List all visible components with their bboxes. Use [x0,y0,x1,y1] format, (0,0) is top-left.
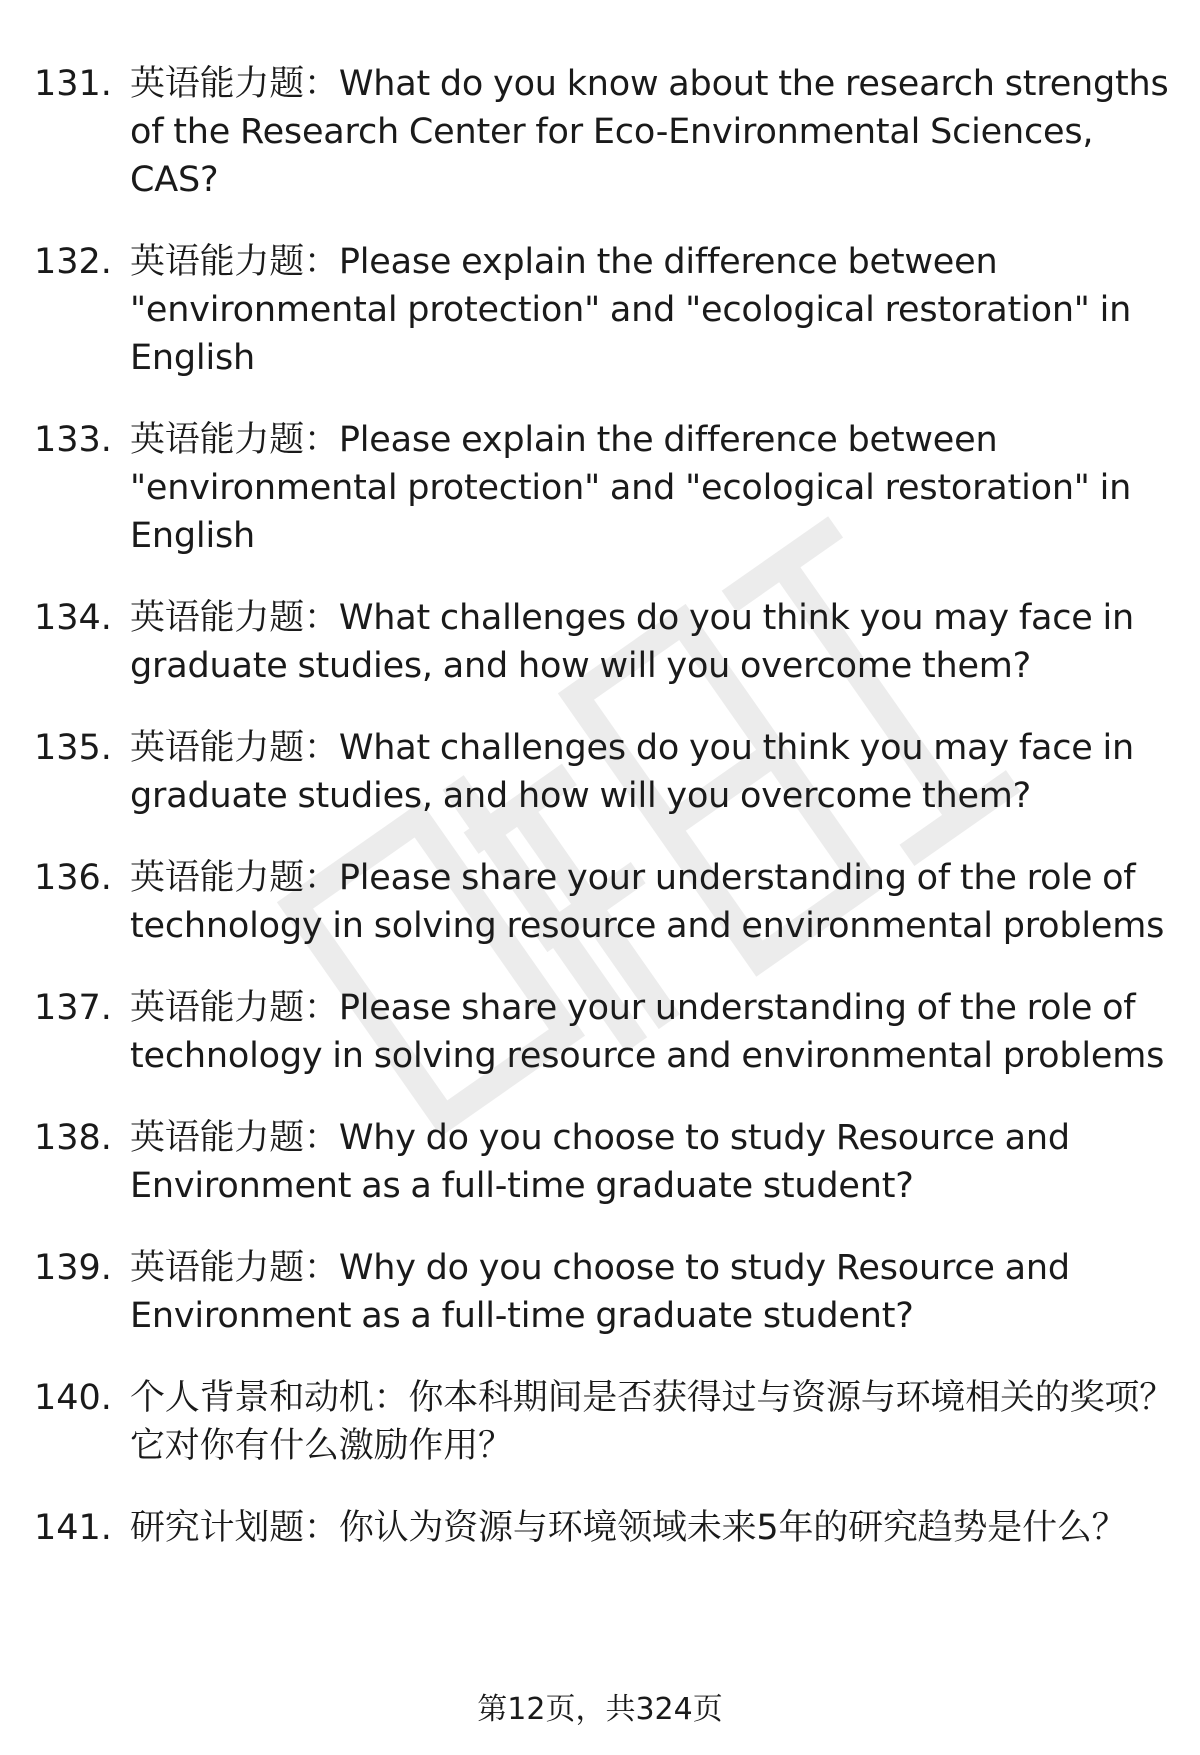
question-category: 英语能力题： [130,242,339,282]
question-number: 133. [34,420,112,460]
question-body [130,60,1184,204]
page-footer: 第12页，共324页 [477,1692,723,1727]
question-text: What challenges do you think you may face in graduate studies, and how will you overcome them? [130,728,1135,816]
question-number: 132. [34,242,112,282]
question-body [130,416,1184,560]
question-category: 英语能力题： [130,420,339,460]
question-item [34,416,1184,560]
question-category: 个人背景和动机： [130,1378,409,1418]
question-body [130,984,1184,1080]
question-body [130,854,1184,950]
question-number: 134. [34,598,112,638]
question-text: Please explain the difference between "environmental protection" and "ecological restoration" in English [130,420,1132,556]
question-text: Please share your understanding of the role of technology in solving resource and environmental problems [130,858,1165,946]
question-list [34,60,1184,1586]
question-item [34,984,1184,1080]
question-item [34,854,1184,950]
question-category: 英语能力题： [130,64,339,104]
question-text: What do you know about the research strengths of the Research Center for Eco-Environmental Sciences, CAS? [130,64,1169,200]
question-category: 英语能力题： [130,728,339,768]
question-text: Why do you choose to study Resource and Environment as a full-time graduate student? [130,1248,1070,1336]
question-item [34,594,1184,690]
question-category: 英语能力题： [130,1248,339,1288]
question-item [34,724,1184,820]
question-item [34,1244,1184,1340]
question-number: 139. [34,1248,112,1288]
question-item [34,1114,1184,1210]
question-category: 英语能力题： [130,858,339,898]
question-body [130,1374,1184,1470]
question-text: Please share your understanding of the role of technology in solving resource and environmental problems [130,988,1165,1076]
question-number: 137. [34,988,112,1028]
question-category: 英语能力题： [130,988,339,1028]
question-number: 136. [34,858,112,898]
question-number: 140. [34,1378,112,1418]
question-body [130,238,1184,382]
question-category: 英语能力题： [130,598,339,638]
question-text: What challenges do you think you may face in graduate studies, and how will you overcome them? [130,598,1135,686]
question-item [34,60,1184,204]
question-body [130,1244,1184,1340]
question-text: 你本科期间是否获得过与资源与环境相关的奖项？它对你有什么激励作用？ [130,1378,1175,1466]
question-text: Please explain the difference between "environmental protection" and "ecological restoration" in English [130,242,1132,378]
question-text: 你认为资源与环境领域未来5年的研究趋势是什么？ [338,1508,1127,1548]
question-body [130,724,1184,820]
question-category: 英语能力题： [130,1118,339,1158]
question-text: Why do you choose to study Resource and Environment as a full-time graduate student? [130,1118,1070,1206]
question-item [34,1374,1184,1470]
question-number: 138. [34,1118,112,1158]
question-number: 135. [34,728,112,768]
question-category: 研究计划题： [130,1508,339,1548]
question-number: 131. [34,64,112,104]
question-item [34,238,1184,382]
question-number: 141. [34,1508,112,1548]
question-body [130,594,1184,690]
question-body [130,1114,1184,1210]
question-body [130,1504,1184,1552]
question-item [34,1504,1184,1552]
